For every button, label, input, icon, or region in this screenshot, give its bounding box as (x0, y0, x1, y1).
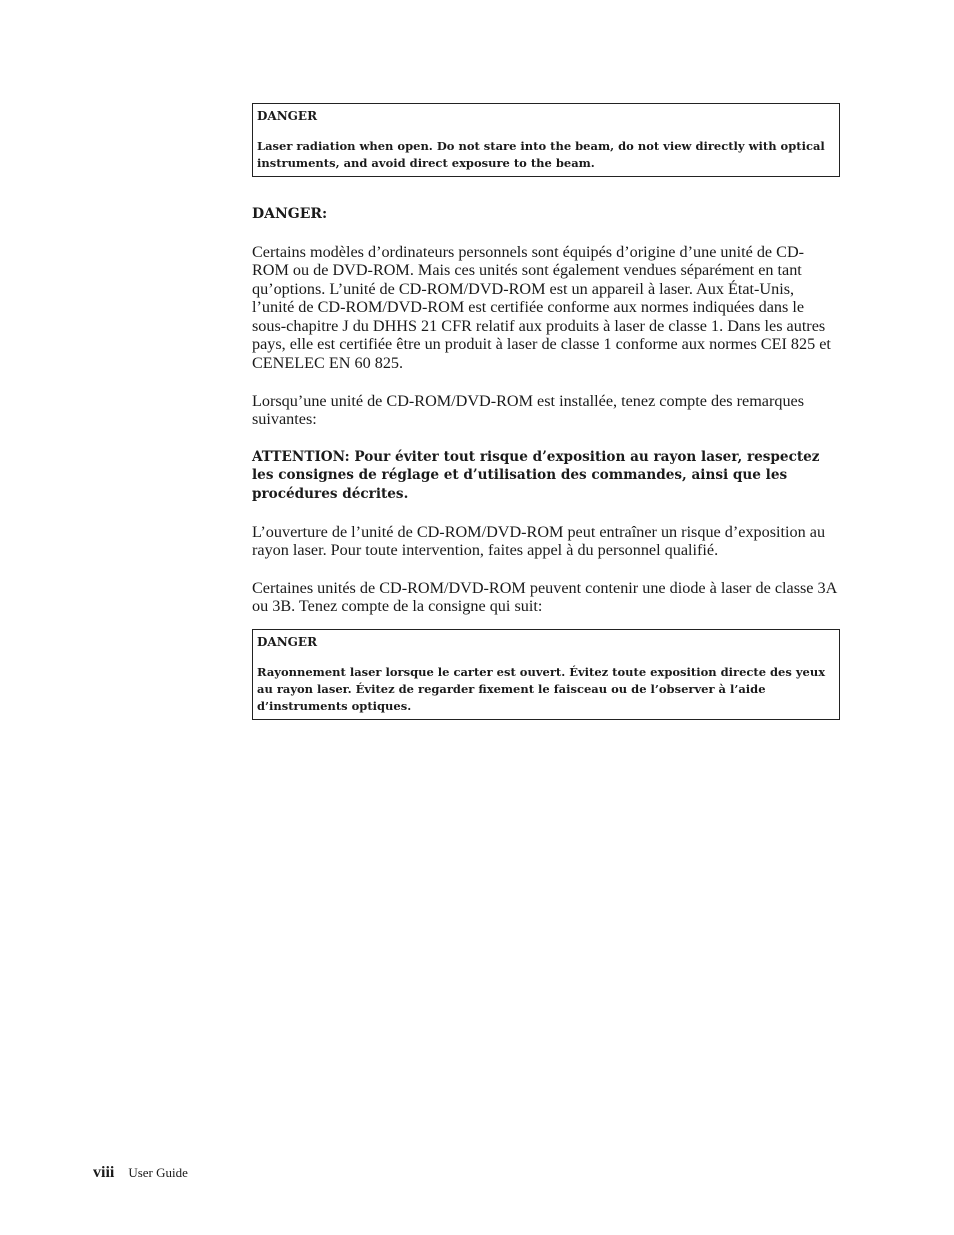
danger-notice-text: Rayonnement laser lorsque le carter est ouvert. Évitez toute exposition directe des yeux au rayon laser. Évitez de regarder fixement le faisceau ou de l’observer à l’aide d’instruments optiques. (257, 665, 826, 713)
page-number: viii (93, 1164, 115, 1181)
danger-heading: DANGER: (252, 206, 328, 222)
page-content (252, 103, 840, 720)
paragraph-opening-risk: L’ouverture de l’unité de CD-ROM/DVD-ROM peut entraîner un risque d’exposition au rayon laser. Pour toute intervention, faites appel à du personnel qualifié. (252, 522, 826, 560)
document-title: User Guide (128, 1165, 188, 1180)
danger-notice-english (252, 103, 840, 177)
danger-notice-text: Laser radiation when open. Do not stare into the beam, do not view directly with optical instruments, and avoid direct exposure to the beam. (257, 139, 825, 170)
danger-notice-french (252, 629, 840, 720)
danger-notice-title: DANGER (257, 635, 318, 649)
paragraph-cdrom-certification: Certains modèles d’ordinateurs personnels sont équipés d’origine d’une unité de CD-ROM ou de DVD-ROM. Mais ces unités sont également vendues séparément en tant qu’options. L’unité de CD-ROM/DVD-ROM est un appareil à laser. Aux État-Unis, l’unité de CD-ROM/DVD-ROM est certifiée conforme aux normes indiquées dans le sous-chapitre J du DHHS 21 CFR relatif aux produits à laser de classe 1. Dans les autres pays, elle est certifiée être un produit à laser de classe 1 conforme aux normes CEI 825 et CENELEC EN 60 825. (252, 242, 831, 373)
paragraph-laser-diode: Certaines unités de CD-ROM/DVD-ROM peuvent contenir une diode à laser de classe 3A ou 3B. Tenez compte de la consigne qui suit: (252, 578, 837, 616)
paragraph-installed-remarks: Lorsqu’une unité de CD-ROM/DVD-ROM est installée, tenez compte des remarques suivantes: (252, 391, 805, 429)
page-footer (93, 1164, 188, 1182)
danger-notice-title: DANGER (257, 109, 318, 123)
paragraph-attention: ATTENTION: Pour éviter tout risque d’exposition au rayon laser, respectez les consignes de réglage et d’utilisation des commandes, ainsi que les procédures décrites. (252, 448, 820, 503)
